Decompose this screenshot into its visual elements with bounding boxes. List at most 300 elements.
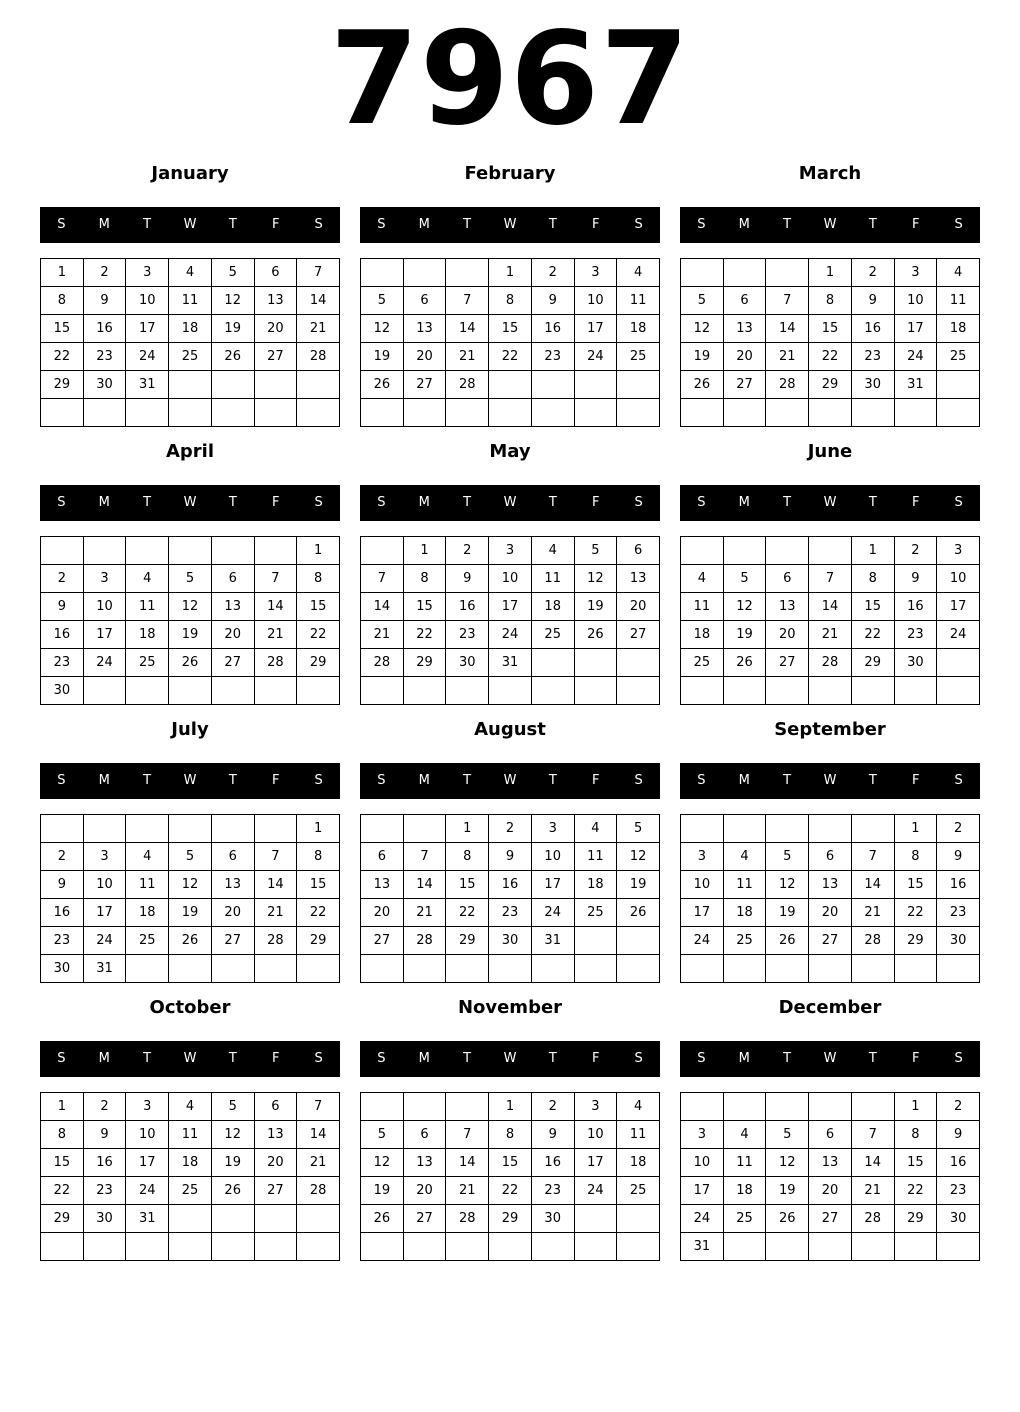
empty-day-cell — [361, 537, 404, 565]
weekday-label: F — [271, 773, 280, 788]
empty-day-cell — [852, 1093, 895, 1121]
weekday-label: T — [783, 773, 792, 788]
weekday-label: S — [634, 495, 643, 510]
day-cell: 10 — [489, 565, 532, 593]
weekday-label: S — [57, 1051, 66, 1066]
day-cell: 3 — [681, 843, 724, 871]
day-cell: 8 — [297, 843, 340, 871]
weekday-label: T — [228, 1051, 237, 1066]
day-cell: 14 — [446, 1149, 489, 1177]
day-cell: 30 — [446, 649, 489, 677]
day-cell: 8 — [895, 1121, 938, 1149]
weekday-label: T — [228, 495, 237, 510]
day-cell: 13 — [255, 1121, 298, 1149]
day-cell: 9 — [446, 565, 489, 593]
day-cell: 3 — [532, 815, 575, 843]
empty-day-cell — [766, 259, 809, 287]
day-cell: 26 — [681, 371, 724, 399]
day-cell: 23 — [84, 1177, 127, 1205]
day-cell: 18 — [937, 315, 980, 343]
day-cell: 8 — [895, 843, 938, 871]
empty-day-cell — [617, 371, 660, 399]
weekday-label: M — [418, 495, 430, 510]
month-name: August — [474, 719, 546, 740]
weekday-label: F — [911, 1051, 920, 1066]
empty-day-cell — [766, 399, 809, 427]
day-cell: 30 — [937, 1205, 980, 1233]
empty-day-cell — [809, 815, 852, 843]
day-cell: 5 — [212, 1093, 255, 1121]
weekday-label: F — [271, 495, 280, 510]
empty-day-cell — [212, 955, 255, 983]
day-cell: 9 — [84, 1121, 127, 1149]
empty-day-cell — [212, 677, 255, 705]
day-cell: 13 — [766, 593, 809, 621]
empty-day-cell — [169, 537, 212, 565]
weekday-label: M — [738, 495, 750, 510]
empty-day-cell — [169, 371, 212, 399]
month-name: February — [464, 163, 556, 184]
day-cell: 15 — [489, 315, 532, 343]
day-cell: 29 — [41, 1205, 84, 1233]
day-cell: 20 — [404, 343, 447, 371]
day-cell: 1 — [41, 1093, 84, 1121]
day-cell: 13 — [404, 315, 447, 343]
weekday-label: T — [868, 495, 877, 510]
weekday-header — [360, 207, 660, 243]
day-cell: 28 — [446, 371, 489, 399]
weekday-label: F — [911, 217, 920, 232]
day-cell: 10 — [84, 593, 127, 621]
day-cell: 18 — [126, 621, 169, 649]
day-cell: 7 — [255, 843, 298, 871]
empty-day-cell — [575, 927, 618, 955]
day-cell: 26 — [575, 621, 618, 649]
day-cell: 21 — [446, 1177, 489, 1205]
empty-day-cell — [361, 815, 404, 843]
empty-day-cell — [255, 955, 298, 983]
day-cell: 30 — [532, 1205, 575, 1233]
empty-day-cell — [489, 399, 532, 427]
weekday-label: S — [57, 773, 66, 788]
day-cell: 22 — [41, 343, 84, 371]
day-cell: 12 — [681, 315, 724, 343]
weekday-label: F — [591, 495, 600, 510]
weekday-label: F — [271, 217, 280, 232]
day-cell: 7 — [852, 843, 895, 871]
day-cell: 16 — [84, 315, 127, 343]
day-cell: 19 — [212, 1149, 255, 1177]
day-grid — [40, 258, 340, 427]
day-cell: 11 — [724, 1149, 767, 1177]
day-cell: 26 — [169, 927, 212, 955]
day-cell: 27 — [404, 371, 447, 399]
day-cell: 2 — [852, 259, 895, 287]
day-cell: 25 — [681, 649, 724, 677]
weekday-label: M — [98, 773, 110, 788]
day-cell: 27 — [809, 1205, 852, 1233]
weekday-label: S — [314, 1051, 323, 1066]
day-cell: 31 — [489, 649, 532, 677]
month-january — [40, 158, 340, 427]
weekday-label: F — [591, 773, 600, 788]
day-cell: 19 — [681, 343, 724, 371]
empty-day-cell — [575, 649, 618, 677]
empty-day-cell — [361, 259, 404, 287]
empty-day-cell — [617, 677, 660, 705]
day-cell: 5 — [212, 259, 255, 287]
empty-day-cell — [724, 259, 767, 287]
empty-day-cell — [361, 955, 404, 983]
day-cell: 24 — [126, 1177, 169, 1205]
empty-day-cell — [937, 371, 980, 399]
empty-day-cell — [895, 1233, 938, 1261]
empty-day-cell — [169, 955, 212, 983]
day-cell: 5 — [169, 843, 212, 871]
day-grid — [40, 1092, 340, 1261]
weekday-label: M — [738, 773, 750, 788]
empty-day-cell — [41, 815, 84, 843]
day-cell: 4 — [169, 259, 212, 287]
day-cell: 15 — [895, 871, 938, 899]
day-cell: 6 — [361, 843, 404, 871]
weekday-label: M — [98, 217, 110, 232]
weekday-label: S — [314, 773, 323, 788]
day-cell: 18 — [169, 1149, 212, 1177]
day-cell: 9 — [532, 287, 575, 315]
empty-day-cell — [532, 649, 575, 677]
day-cell: 18 — [617, 315, 660, 343]
day-cell: 13 — [809, 1149, 852, 1177]
month-name: March — [798, 163, 862, 184]
year-title: 7967 — [329, 5, 691, 154]
day-cell: 22 — [489, 1177, 532, 1205]
day-cell: 20 — [724, 343, 767, 371]
day-cell: 28 — [297, 1177, 340, 1205]
empty-day-cell — [404, 815, 447, 843]
day-cell: 31 — [532, 927, 575, 955]
weekday-label: W — [503, 217, 517, 232]
weekday-label: T — [463, 495, 472, 510]
day-cell: 1 — [41, 259, 84, 287]
empty-day-cell — [681, 815, 724, 843]
day-cell: 4 — [575, 815, 618, 843]
day-cell: 25 — [532, 621, 575, 649]
empty-day-cell — [532, 955, 575, 983]
empty-day-cell — [255, 1205, 298, 1233]
day-cell: 20 — [617, 593, 660, 621]
day-cell: 17 — [84, 899, 127, 927]
day-cell: 6 — [809, 1121, 852, 1149]
day-cell: 28 — [255, 927, 298, 955]
month-name: September — [774, 719, 886, 740]
day-cell: 4 — [617, 1093, 660, 1121]
weekday-label: F — [591, 217, 600, 232]
empty-day-cell — [681, 677, 724, 705]
day-cell: 25 — [575, 899, 618, 927]
day-cell: 21 — [852, 1177, 895, 1205]
empty-day-cell — [361, 677, 404, 705]
day-cell: 31 — [84, 955, 127, 983]
months-grid — [40, 158, 980, 1261]
day-cell: 3 — [126, 1093, 169, 1121]
day-cell: 22 — [809, 343, 852, 371]
day-cell: 27 — [766, 649, 809, 677]
day-cell: 7 — [852, 1121, 895, 1149]
day-cell: 15 — [895, 1149, 938, 1177]
day-cell: 1 — [489, 259, 532, 287]
day-cell: 28 — [297, 343, 340, 371]
empty-day-cell — [446, 677, 489, 705]
weekday-label: T — [783, 217, 792, 232]
month-name: April — [165, 441, 215, 462]
weekday-label: M — [418, 1051, 430, 1066]
day-cell: 13 — [617, 565, 660, 593]
day-cell: 5 — [766, 843, 809, 871]
day-cell: 27 — [724, 371, 767, 399]
empty-day-cell — [212, 371, 255, 399]
empty-day-cell — [297, 371, 340, 399]
day-cell: 25 — [169, 343, 212, 371]
day-cell: 19 — [169, 899, 212, 927]
day-cell: 26 — [212, 1177, 255, 1205]
day-cell: 14 — [361, 593, 404, 621]
day-cell: 16 — [937, 871, 980, 899]
weekday-label: S — [634, 217, 643, 232]
day-cell: 1 — [809, 259, 852, 287]
day-cell: 27 — [255, 1177, 298, 1205]
day-cell: 20 — [361, 899, 404, 927]
day-cell: 19 — [766, 899, 809, 927]
day-cell: 19 — [724, 621, 767, 649]
day-cell: 28 — [852, 927, 895, 955]
day-cell: 31 — [126, 371, 169, 399]
day-cell: 3 — [84, 843, 127, 871]
day-cell: 7 — [361, 565, 404, 593]
empty-day-cell — [404, 1093, 447, 1121]
empty-day-cell — [446, 1093, 489, 1121]
day-cell: 7 — [766, 287, 809, 315]
weekday-label: W — [823, 773, 837, 788]
day-cell: 9 — [937, 1121, 980, 1149]
day-cell: 6 — [255, 1093, 298, 1121]
day-cell: 16 — [41, 899, 84, 927]
weekday-label: M — [738, 217, 750, 232]
day-cell: 29 — [809, 371, 852, 399]
day-cell: 12 — [169, 871, 212, 899]
empty-day-cell — [126, 955, 169, 983]
day-cell: 29 — [446, 927, 489, 955]
weekday-label: W — [503, 495, 517, 510]
weekday-label: M — [98, 1051, 110, 1066]
day-cell: 30 — [41, 955, 84, 983]
empty-day-cell — [255, 537, 298, 565]
day-cell: 21 — [361, 621, 404, 649]
day-cell: 12 — [724, 593, 767, 621]
empty-day-cell — [84, 815, 127, 843]
day-cell: 18 — [681, 621, 724, 649]
weekday-label: S — [377, 1051, 386, 1066]
empty-day-cell — [937, 399, 980, 427]
day-cell: 18 — [532, 593, 575, 621]
empty-day-cell — [617, 927, 660, 955]
weekday-label: F — [591, 1051, 600, 1066]
day-cell: 12 — [212, 1121, 255, 1149]
day-cell: 6 — [617, 537, 660, 565]
empty-day-cell — [575, 1233, 618, 1261]
day-cell: 12 — [766, 1149, 809, 1177]
day-cell: 2 — [937, 1093, 980, 1121]
day-grid — [680, 1092, 980, 1261]
day-cell: 16 — [84, 1149, 127, 1177]
empty-day-cell — [617, 399, 660, 427]
day-cell: 5 — [617, 815, 660, 843]
day-cell: 11 — [617, 1121, 660, 1149]
day-cell: 11 — [126, 871, 169, 899]
empty-day-cell — [852, 815, 895, 843]
day-cell: 5 — [766, 1121, 809, 1149]
weekday-label: T — [548, 773, 557, 788]
day-cell: 15 — [489, 1149, 532, 1177]
weekday-header — [40, 485, 340, 521]
weekday-label: S — [954, 773, 963, 788]
empty-day-cell — [404, 677, 447, 705]
empty-day-cell — [297, 399, 340, 427]
empty-day-cell — [937, 649, 980, 677]
day-cell: 21 — [766, 343, 809, 371]
day-cell: 17 — [126, 315, 169, 343]
day-cell: 13 — [255, 287, 298, 315]
empty-day-cell — [766, 955, 809, 983]
empty-day-cell — [895, 399, 938, 427]
day-cell: 6 — [212, 843, 255, 871]
day-cell: 21 — [297, 1149, 340, 1177]
day-cell: 24 — [532, 899, 575, 927]
day-cell: 25 — [937, 343, 980, 371]
day-cell: 26 — [724, 649, 767, 677]
day-cell: 10 — [575, 287, 618, 315]
weekday-label: F — [911, 773, 920, 788]
day-cell: 23 — [895, 621, 938, 649]
day-cell: 30 — [41, 677, 84, 705]
weekday-label: W — [503, 1051, 517, 1066]
weekday-label: T — [143, 1051, 152, 1066]
empty-day-cell — [809, 399, 852, 427]
day-cell: 28 — [446, 1205, 489, 1233]
weekday-label: T — [548, 1051, 557, 1066]
day-cell: 10 — [126, 1121, 169, 1149]
day-cell: 24 — [895, 343, 938, 371]
weekday-label: T — [783, 495, 792, 510]
day-cell: 13 — [212, 593, 255, 621]
day-cell: 7 — [446, 287, 489, 315]
day-cell: 23 — [532, 1177, 575, 1205]
empty-day-cell — [297, 1233, 340, 1261]
day-cell: 25 — [724, 1205, 767, 1233]
empty-day-cell — [169, 399, 212, 427]
empty-day-cell — [41, 399, 84, 427]
day-cell: 20 — [212, 899, 255, 927]
empty-day-cell — [361, 1233, 404, 1261]
empty-day-cell — [724, 399, 767, 427]
empty-day-cell — [446, 399, 489, 427]
day-grid — [360, 1092, 660, 1261]
empty-day-cell — [489, 677, 532, 705]
day-cell: 11 — [617, 287, 660, 315]
day-cell: 11 — [937, 287, 980, 315]
month-october — [40, 992, 340, 1261]
empty-day-cell — [489, 1233, 532, 1261]
weekday-label: S — [314, 217, 323, 232]
day-cell: 9 — [937, 843, 980, 871]
empty-day-cell — [169, 1205, 212, 1233]
weekday-label: S — [377, 773, 386, 788]
empty-day-cell — [532, 399, 575, 427]
empty-day-cell — [169, 677, 212, 705]
day-cell: 10 — [895, 287, 938, 315]
day-cell: 24 — [681, 927, 724, 955]
day-cell: 21 — [255, 621, 298, 649]
day-cell: 31 — [895, 371, 938, 399]
empty-day-cell — [84, 1233, 127, 1261]
empty-day-cell — [575, 955, 618, 983]
weekday-label: S — [697, 1051, 706, 1066]
day-cell: 19 — [766, 1177, 809, 1205]
day-cell: 4 — [617, 259, 660, 287]
month-february — [360, 158, 660, 427]
day-cell: 31 — [126, 1205, 169, 1233]
day-cell: 17 — [489, 593, 532, 621]
day-cell: 19 — [575, 593, 618, 621]
day-cell: 22 — [446, 899, 489, 927]
empty-day-cell — [617, 955, 660, 983]
day-cell: 20 — [766, 621, 809, 649]
empty-day-cell — [937, 955, 980, 983]
day-cell: 18 — [169, 315, 212, 343]
empty-day-cell — [255, 399, 298, 427]
day-cell: 7 — [404, 843, 447, 871]
day-cell: 24 — [84, 649, 127, 677]
day-cell: 8 — [809, 287, 852, 315]
empty-day-cell — [681, 1093, 724, 1121]
day-cell: 2 — [84, 259, 127, 287]
day-cell: 25 — [126, 927, 169, 955]
day-cell: 10 — [84, 871, 127, 899]
day-cell: 6 — [404, 1121, 447, 1149]
month-may — [360, 436, 660, 705]
day-cell: 21 — [446, 343, 489, 371]
day-cell: 15 — [446, 871, 489, 899]
weekday-label: W — [183, 495, 197, 510]
day-cell: 3 — [575, 1093, 618, 1121]
day-cell: 8 — [489, 1121, 532, 1149]
day-cell: 24 — [681, 1205, 724, 1233]
empty-day-cell — [404, 399, 447, 427]
day-cell: 3 — [84, 565, 127, 593]
day-grid — [40, 536, 340, 705]
day-cell: 13 — [404, 1149, 447, 1177]
day-cell: 29 — [895, 1205, 938, 1233]
day-cell: 6 — [809, 843, 852, 871]
day-cell: 1 — [297, 815, 340, 843]
weekday-label: W — [503, 773, 517, 788]
day-cell: 23 — [446, 621, 489, 649]
day-cell: 2 — [532, 259, 575, 287]
day-cell: 7 — [255, 565, 298, 593]
empty-day-cell — [255, 677, 298, 705]
day-cell: 18 — [724, 1177, 767, 1205]
day-cell: 17 — [895, 315, 938, 343]
